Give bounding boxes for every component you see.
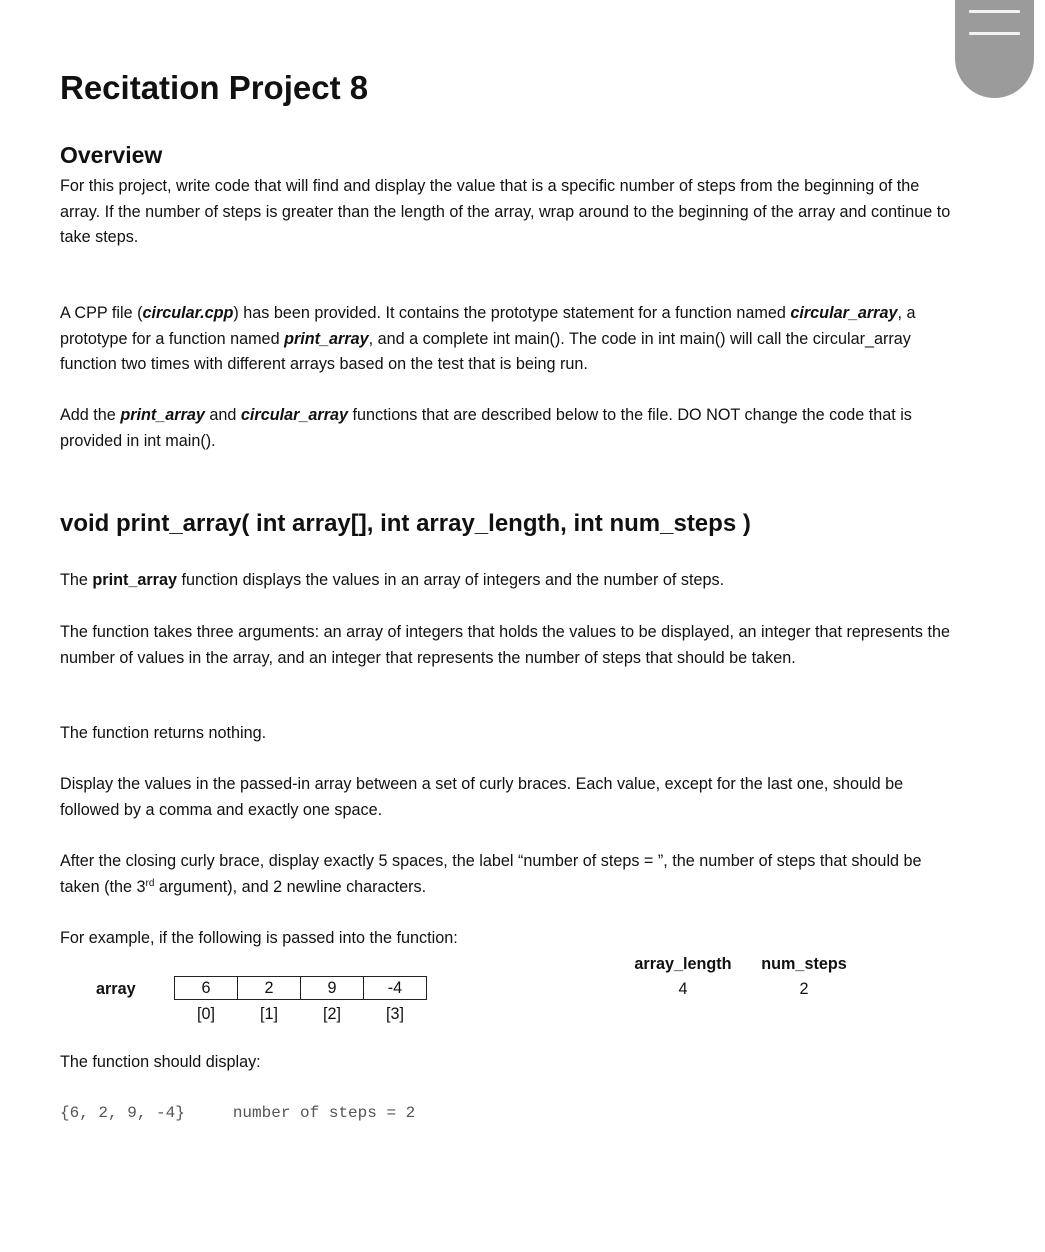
num-steps-label: num_steps [761,955,847,973]
text-span: , and a complete int main(). The code in int main() will call the circular_array function two times with different arrays based on the test that is being run. [60,329,911,374]
text-span: argument), and 2 newline characters. [154,877,427,896]
function-name-text: print_array [284,329,369,348]
array-index-label: [0] [197,1004,215,1023]
example-intro-paragraph: For example, if the following is passed into the function: [60,929,458,947]
function-name-text: circular_array [790,304,898,322]
num-steps-param [752,953,856,1000]
array-label: array [96,980,136,998]
array-value-cell: 2 [238,977,301,1000]
hamburger-menu-icon [969,10,1020,13]
array-value-cell: 9 [301,977,364,1000]
should-display-paragraph: The function should display: [60,1053,261,1071]
menu-button[interactable] [955,0,1034,98]
example-output: {6, 2, 9, -4} number of steps = 2 [60,1104,416,1122]
superscript: rd [145,877,155,889]
add-functions-paragraph [60,403,960,454]
text-span: functions that are described below to the file. DO NOT change the code that is provided in int main(). [60,406,912,450]
array-index-label: [1] [260,1004,278,1023]
text-span: The [60,571,93,589]
text-span: ) has been provided. It contains the prototype statement for a function named [233,304,791,322]
array-value-cell: 6 [175,977,238,1000]
num-steps-value: 2 [799,980,809,998]
function-name-text: print_array [92,571,177,589]
array-index-row [175,1000,427,1029]
returns-paragraph: The function returns nothing. [60,724,267,742]
example-array-table [174,976,427,1028]
filename-text: circular.cpp [142,304,234,322]
array-value-cell: -4 [364,977,427,1000]
display-values-paragraph: Display the values in the passed-in array between a set of curly braces. Each value, except for the last one, should be followed by a comma and exactly one space. [60,775,904,819]
overview-paragraph: For this project, write code that will find and display the value that is a specific number of steps from the beginning of the array. If the number of steps is greater than the length of the array, wrap around to the beginning of the array and continue to take steps. [60,177,951,247]
text-span: Add the [60,406,121,424]
function-signature-heading: void print_array( int array[], int array_length, int num_steps ) [60,510,751,537]
array-length-param [626,953,740,1000]
text-span: After the closing curly brace, display exactly 5 spaces, the label “number of steps = ”, the number of steps that should be taken (the 3 [60,852,922,896]
text-span: and [204,406,241,424]
function-name-text: print_array [120,406,205,424]
function-name-text: circular_array [240,406,349,424]
overview-heading: Overview [60,142,163,168]
page-title: Recitation Project 8 [60,69,369,106]
cpp-file-paragraph [60,301,960,378]
text-span: function displays the values in an array of integers and the number of steps. [176,571,725,589]
hamburger-menu-icon-bar [969,32,1020,35]
closing-brace-paragraph [60,849,960,900]
array-index-label: [3] [386,1004,404,1023]
text-span: A CPP file ( [60,304,143,322]
print-array-description [60,568,960,594]
arguments-paragraph: The function takes three arguments: an array of integers that holds the values to be displayed, an integer that represents the number of values in the array, and an integer that represents the number of steps that should be taken. [60,623,950,667]
text-span: , a prototype for a function named [60,304,916,348]
array-values-row [175,977,427,1000]
array-length-value: 4 [678,980,688,998]
array-index-label: [2] [323,1004,341,1023]
array-length-label: array_length [634,955,732,973]
